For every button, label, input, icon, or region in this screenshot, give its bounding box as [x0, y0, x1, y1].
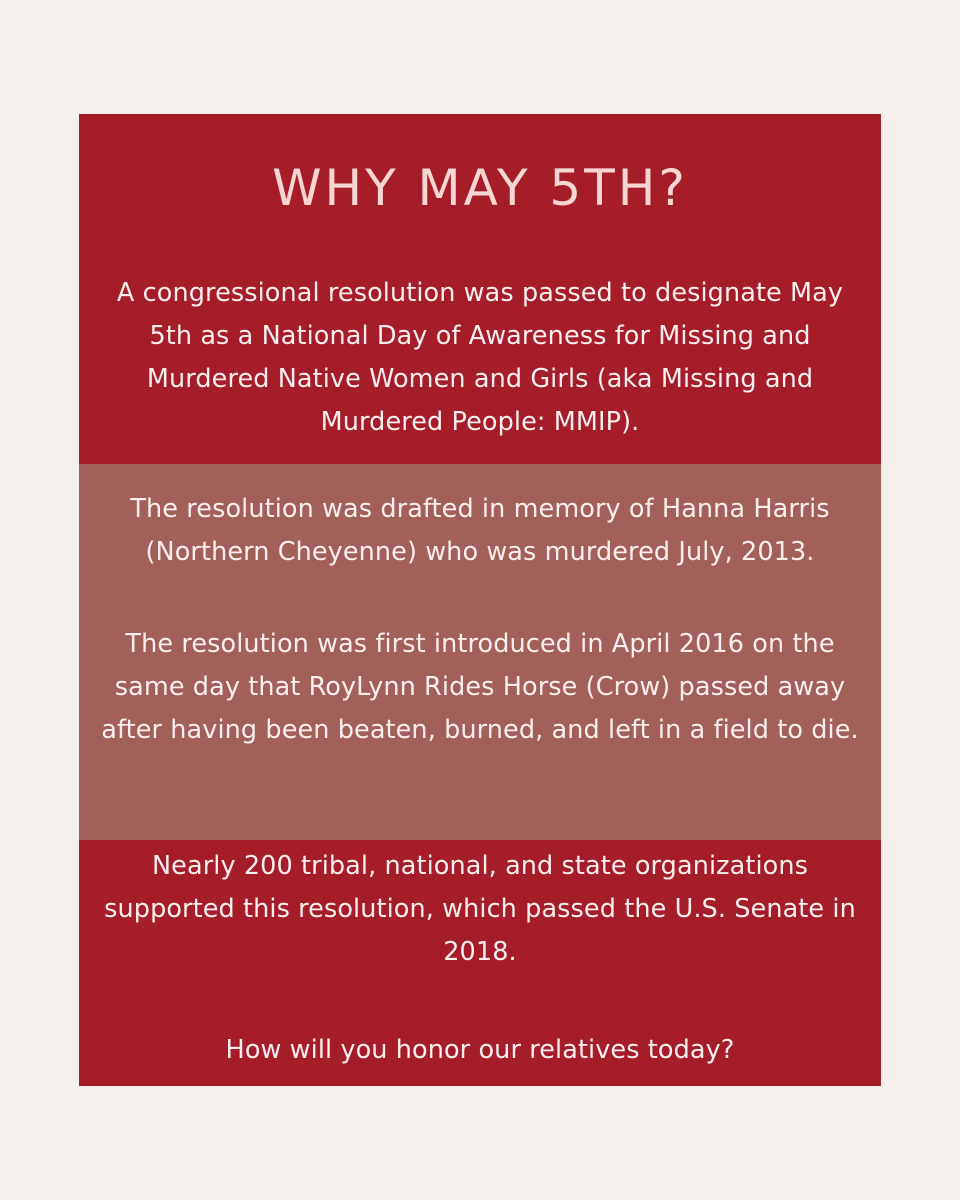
support-paragraph: Nearly 200 tribal, national, and state organizations supported this resolution, which passed the U.S. Senate in 2018. — [104, 851, 856, 967]
hanna-harris-paragraph: The resolution was drafted in memory of Hanna Harris (Northern Cheyenne) who was murdered July, 2013. — [130, 494, 830, 567]
awareness-card — [79, 114, 881, 1086]
resolution-paragraph: A congressional resolution was passed to designate May 5th as a National Day of Awareness for Missing and Murdered Native Women and Girls (aka Missing and Murdered People: MMIP). — [116, 278, 844, 437]
roylynn-rides-horse-paragraph: The resolution was first introduced in April 2016 on the same day that RoyLynn Rides Horse (Crow) passed away after having been beaten, burned, and left in a field to die. — [101, 629, 859, 745]
closing-question: How will you honor our relatives today? — [225, 1035, 735, 1065]
page-title: WHY MAY 5TH? — [272, 159, 688, 217]
